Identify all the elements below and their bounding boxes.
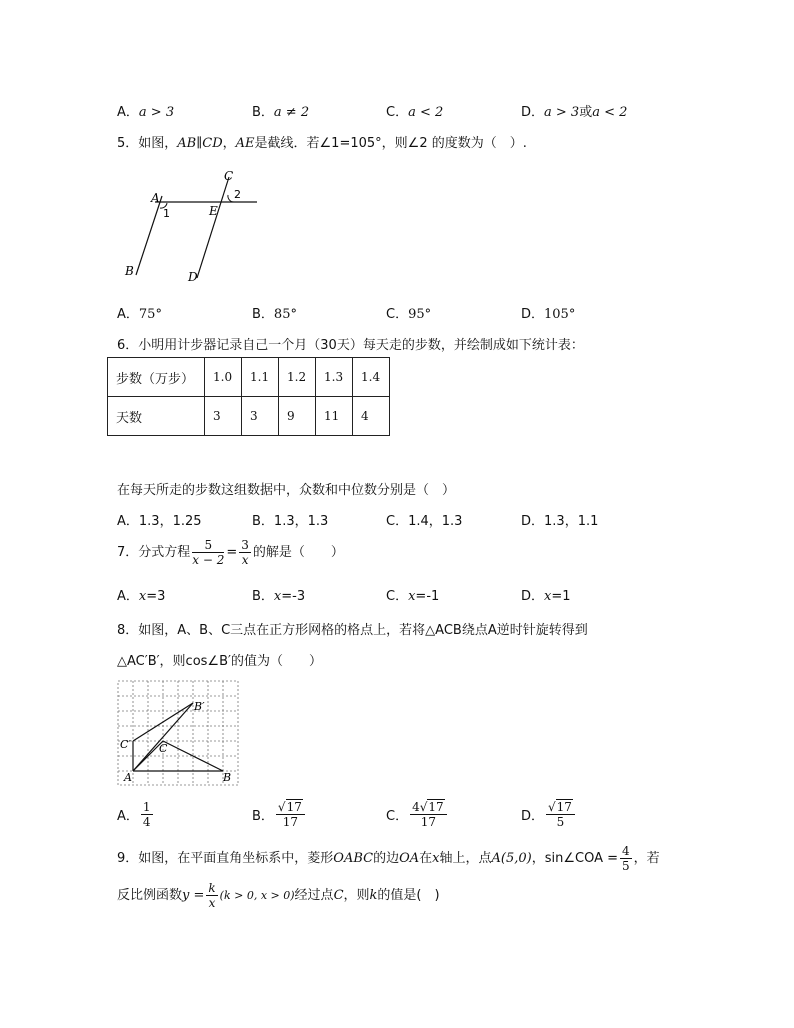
option-value: 105°: [544, 307, 576, 322]
q7-option-b: [252, 585, 305, 604]
denominator: 17: [282, 815, 299, 829]
option-value: 85°: [273, 307, 297, 322]
table-row: [108, 397, 390, 436]
q5-parallel-lines-figure: [115, 160, 275, 290]
stem-text: 是截线．若∠1=105°，则∠2 的度数为（ ）.: [254, 136, 527, 151]
table-cell: 1.0: [205, 358, 242, 397]
stem-text: ，sin∠COA =: [531, 851, 619, 866]
point-label-d: D: [188, 270, 198, 284]
stem-text: 轴上，点: [439, 851, 492, 866]
q9-stem-line2: [117, 880, 440, 912]
numerator: 4√17: [410, 800, 447, 815]
q6-question: 在每天所走的步数这组数据中，众数和中位数分别是（ ）: [117, 483, 456, 498]
denominator: 17: [420, 815, 436, 829]
numerator: √17: [276, 800, 305, 815]
numerator: 5: [192, 538, 224, 553]
option-label: A．: [117, 514, 139, 529]
option-value: 95°: [408, 307, 432, 322]
option-variable: x: [273, 589, 282, 604]
q5-stem: [117, 132, 527, 151]
stem-text: ，: [222, 136, 236, 151]
q8-option-a: [117, 800, 155, 829]
denominator: x: [208, 896, 216, 910]
option-label: D．: [521, 589, 545, 604]
option-label: C．: [386, 105, 409, 120]
option-value: 1.3，1.3: [273, 514, 329, 529]
stem-text: ，则: [343, 888, 370, 903]
option-value: =1: [551, 589, 571, 604]
option-value: a > 3: [138, 105, 175, 120]
point-name: C: [333, 888, 344, 903]
q5-option-a: [117, 303, 162, 322]
table-cell: 9: [279, 397, 316, 436]
option-value: =3: [146, 589, 166, 604]
radicand: 17: [286, 800, 302, 814]
q8-option-d: [521, 800, 577, 829]
q5-option-d: [521, 303, 575, 322]
option-label: A．: [117, 307, 139, 322]
q6-statistics-table: [107, 357, 390, 436]
line-cd: [197, 177, 229, 278]
side-name: OA: [399, 851, 420, 866]
q6-option-d: [521, 510, 598, 529]
denominator: 4: [142, 815, 151, 829]
table-cell: 4: [353, 397, 390, 436]
option-label: C．: [386, 307, 409, 322]
numerator: k: [208, 881, 216, 895]
point-label-c: C: [224, 169, 234, 183]
option-label: A．: [117, 809, 139, 824]
table-row: [108, 358, 390, 397]
lhs-fraction: [192, 538, 224, 567]
option-label: B．: [252, 514, 274, 529]
table-cell: 1.4: [353, 358, 390, 397]
point-label-b: B: [125, 264, 134, 278]
q4-option-a: [117, 101, 174, 120]
function-condition: (k > 0, x > 0): [219, 889, 295, 902]
option-variable: x: [544, 589, 552, 604]
option-value: =-3: [281, 589, 306, 604]
option-value: 1.3，1.25: [138, 514, 202, 529]
option-label: D．: [521, 514, 545, 529]
segment-c-prime-b-prime: [133, 703, 193, 741]
option-label: A．: [117, 589, 139, 604]
denominator: x: [241, 553, 249, 567]
option-label: A．: [117, 105, 139, 120]
question-number: 5．: [117, 136, 139, 151]
row-header-steps: 步数（万步）: [108, 358, 205, 397]
point-label-a: A: [151, 191, 160, 205]
rhs-fraction: [239, 538, 251, 567]
option-value: =-1: [415, 589, 440, 604]
q4-option-b: [252, 101, 309, 120]
numerator: √17: [546, 800, 575, 815]
radicand: 17: [428, 800, 444, 814]
option-value-2: a < 2: [592, 105, 628, 120]
q8-option-c: [386, 800, 449, 829]
angle-2-label: 2: [234, 188, 241, 201]
stem-text: 的解是（ ）: [252, 545, 344, 560]
point-label-c: C: [159, 742, 168, 755]
q8-stem-line2: △AC′B′，则cos∠B′的值为（ ）: [117, 654, 322, 669]
numerator: 1: [142, 800, 151, 814]
point-label-a: A: [124, 771, 132, 784]
constant-name: k: [369, 888, 378, 903]
q9-stem-line1: [117, 843, 660, 875]
stem-text: 反比例函数: [117, 888, 183, 903]
sin-fraction: [620, 844, 632, 873]
option-label: D．: [521, 307, 545, 322]
option-fraction: [546, 800, 575, 829]
transversal-expr: AE: [235, 136, 255, 151]
option-fraction: [141, 800, 153, 829]
option-value: 1.3，1.1: [544, 514, 599, 529]
table-cell: 3: [205, 397, 242, 436]
parallel-expr: AB∥CD: [177, 136, 223, 151]
table-cell: 11: [316, 397, 353, 436]
table-cell: 1.2: [279, 358, 316, 397]
radicand: 17: [556, 800, 572, 814]
point-label-b-prime: B′: [194, 700, 205, 713]
denominator: x − 2: [192, 553, 225, 567]
option-variable: x: [408, 589, 416, 604]
denominator: 5: [556, 815, 565, 829]
option-label: B．: [252, 105, 274, 120]
option-label: C．: [386, 809, 409, 824]
stem-text: 9．如图，在平面直角坐标系中，菱形: [117, 851, 334, 866]
table-cell: 1.3: [316, 358, 353, 397]
q8-option-b: [252, 800, 307, 829]
option-fraction: [410, 800, 447, 829]
option-label: B．: [252, 307, 274, 322]
option-label: C．: [386, 589, 409, 604]
stem-text: 经过点: [294, 888, 334, 903]
q4-option-d: [521, 101, 627, 120]
q8-stem-line1: 8．如图，A、B、C三点在正方形网格的格点上，若将△ACB绕点A逆时针旋转得到: [117, 623, 588, 638]
q6-option-b: [252, 510, 328, 529]
option-connector: 或: [579, 105, 593, 120]
equals-sign: =: [226, 545, 238, 560]
stem-text: 如图，: [138, 136, 178, 151]
stem-text: ，若: [633, 851, 660, 866]
table-cell: 1.1: [242, 358, 279, 397]
point-label-b: B: [223, 771, 232, 784]
q5-option-b: [252, 303, 297, 322]
stem-text: 7．分式方程: [117, 545, 191, 560]
option-label: C．: [386, 514, 409, 529]
angle-1-label: 1: [163, 207, 170, 220]
option-label: D．: [521, 105, 545, 120]
option-value: a ≠ 2: [273, 105, 310, 120]
stem-text: 的值是( ): [377, 888, 440, 903]
rhombus-name: OABC: [333, 851, 374, 866]
table-cell: 3: [242, 397, 279, 436]
q7-option-a: [117, 585, 165, 604]
numerator: 4: [622, 844, 630, 858]
q5-option-c: [386, 303, 431, 322]
q4-option-c: [386, 101, 443, 120]
q6-option-c: [386, 510, 462, 529]
numerator: 3: [241, 538, 249, 552]
option-fraction: [276, 800, 305, 829]
point-label-c-prime: C′: [120, 738, 131, 751]
coefficient: 4: [412, 800, 420, 814]
option-value: a > 3: [544, 105, 580, 120]
point-coordinate: A(5,0): [491, 851, 532, 866]
k-over-x-fraction: [206, 881, 217, 910]
axis-name: x: [432, 851, 440, 866]
function-lhs: y =: [182, 888, 205, 903]
option-label: D．: [521, 809, 545, 824]
option-value: 1.4，1.3: [408, 514, 463, 529]
q6-option-a: [117, 510, 202, 529]
option-label: B．: [252, 809, 274, 824]
q7-stem: [117, 537, 344, 569]
q6-stem: 6．小明用计步器记录自己一个月（30天）每天走的步数，并绘制成如下统计表：: [117, 338, 584, 353]
stem-text: 的边: [373, 851, 400, 866]
point-label-e: E: [209, 204, 218, 218]
q7-option-d: [521, 585, 571, 604]
option-label: B．: [252, 589, 274, 604]
option-value: a < 2: [408, 105, 444, 120]
option-value: 75°: [138, 307, 162, 322]
row-header-days: 天数: [108, 397, 205, 436]
option-variable: x: [138, 589, 147, 604]
q7-option-c: [386, 585, 439, 604]
q8-grid-figure: [115, 678, 240, 788]
stem-text: 在: [419, 851, 433, 866]
line-ab: [136, 196, 162, 275]
denominator: 5: [622, 859, 630, 873]
